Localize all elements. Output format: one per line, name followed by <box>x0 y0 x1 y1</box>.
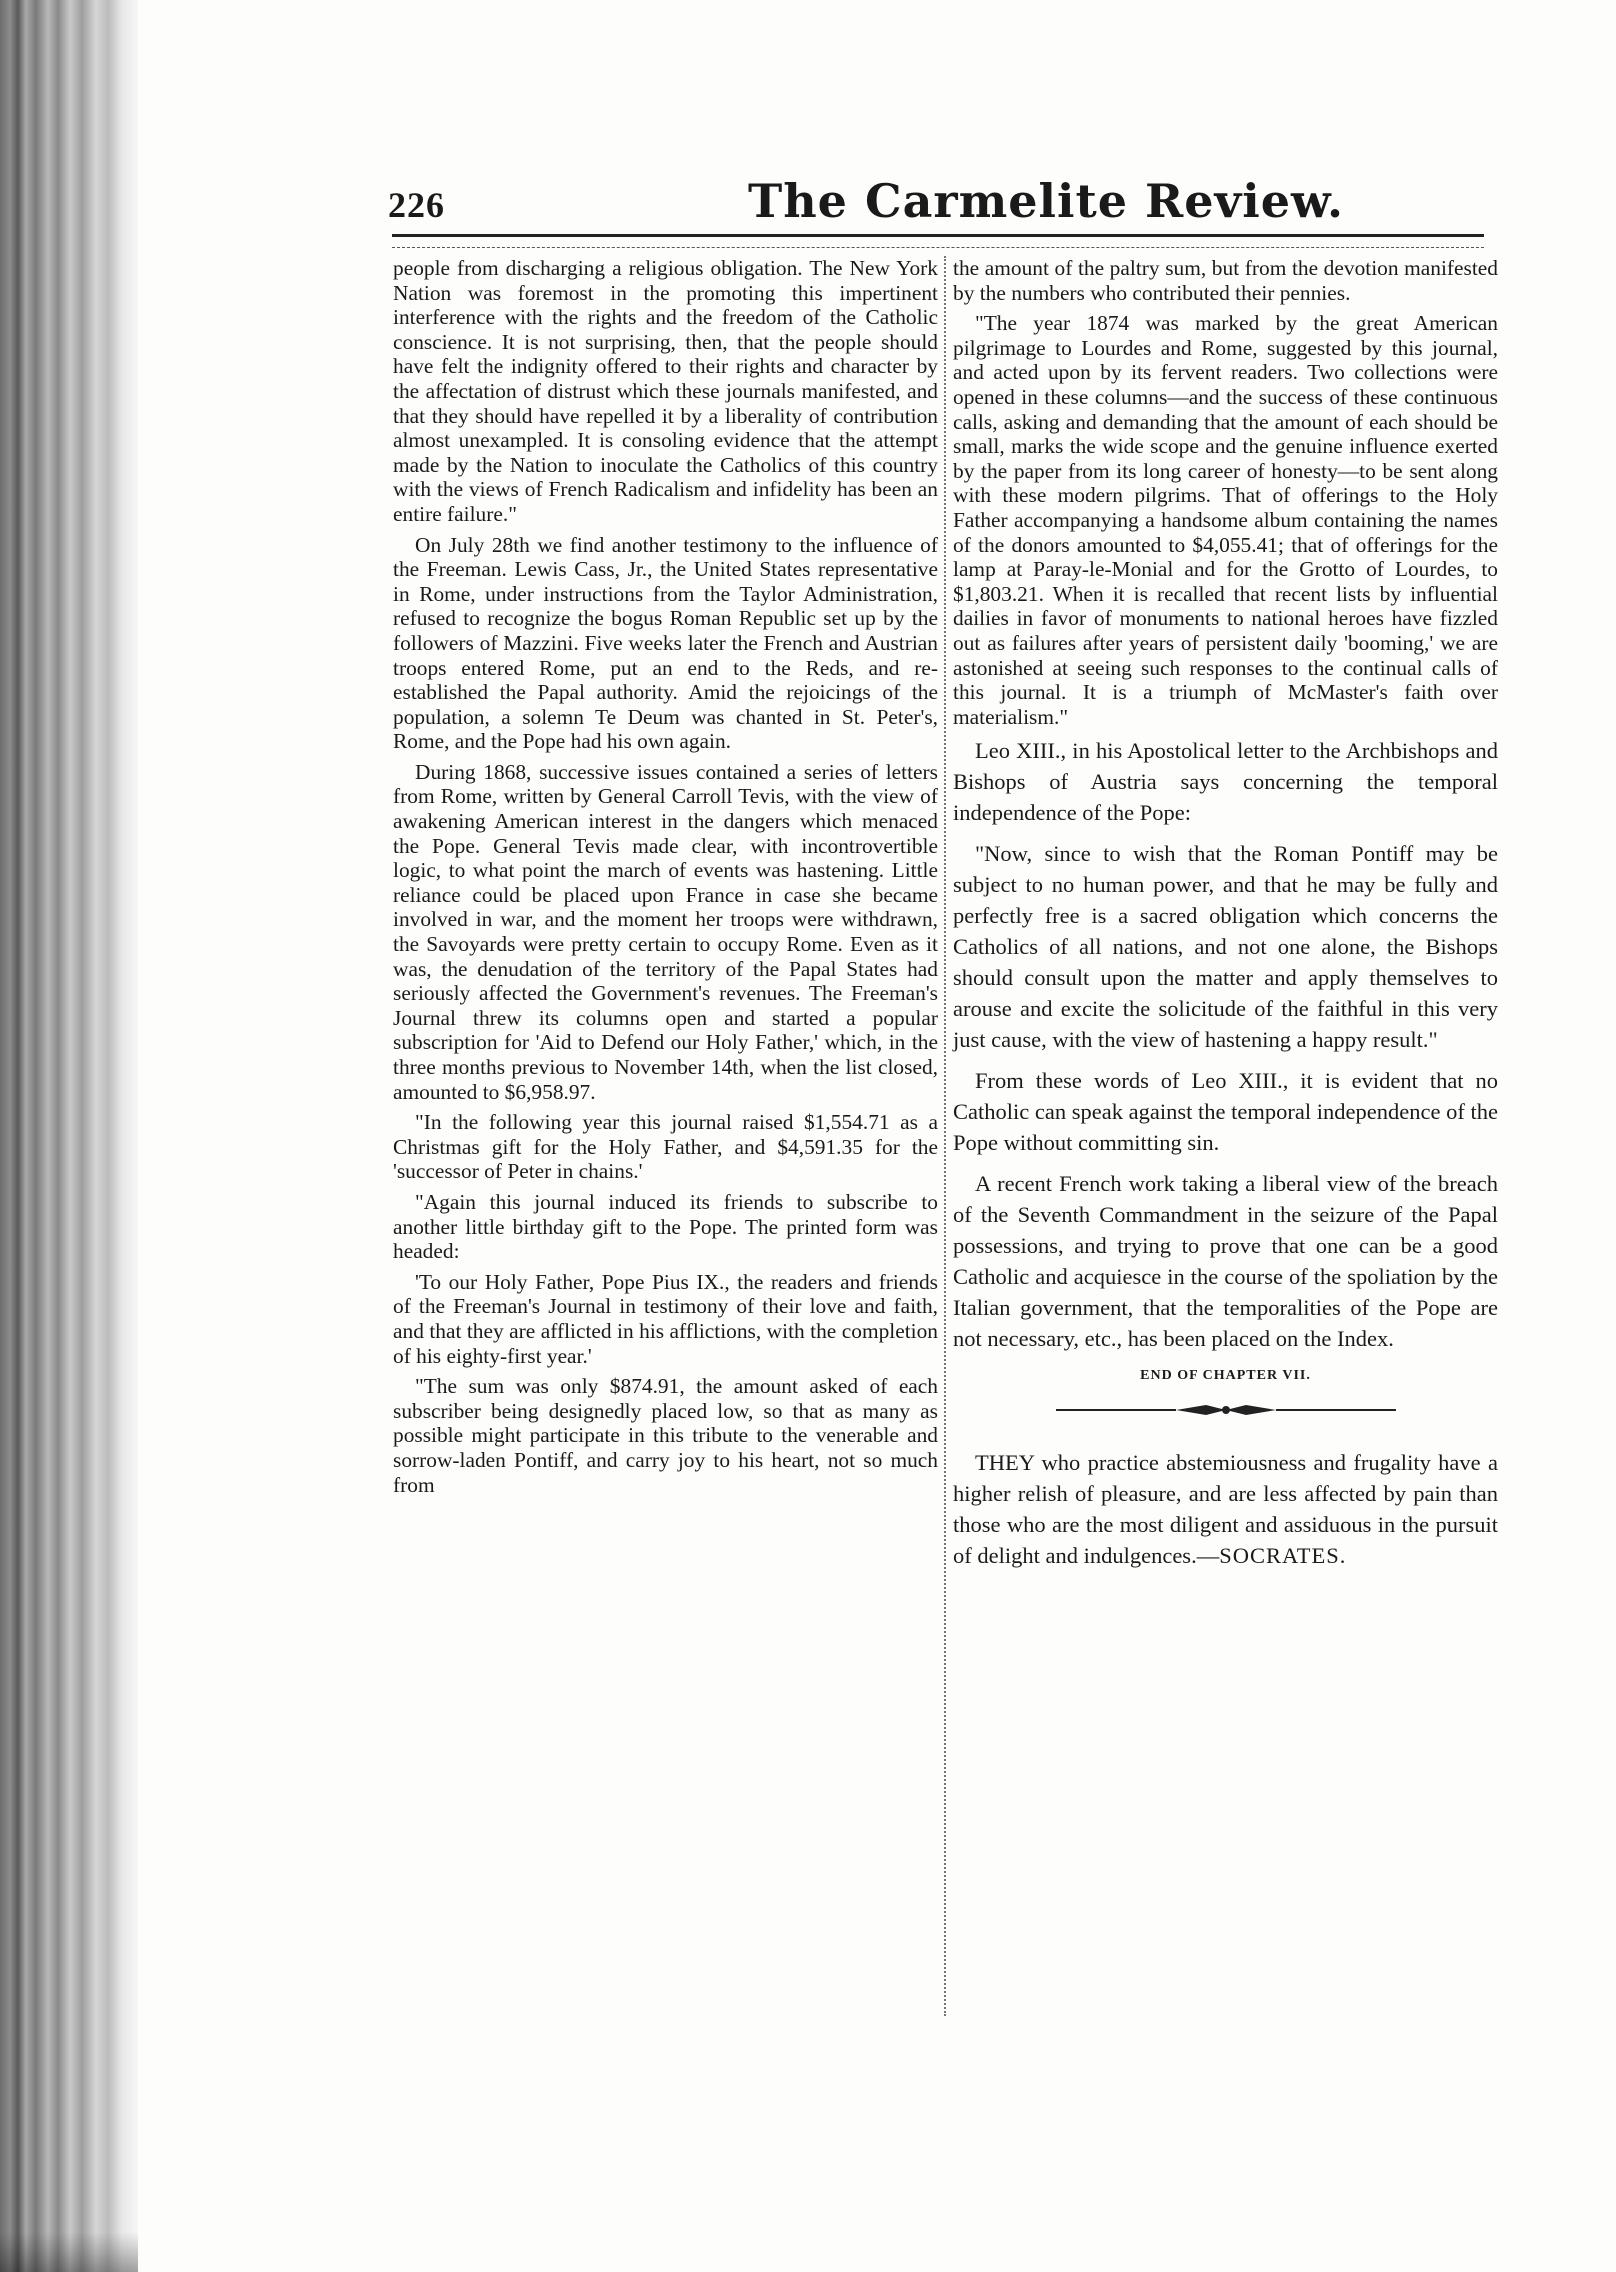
right-paragraph-2: "The year 1874 was marked by the great American pilgrimage to Lourdes and Rome, suggested by this journal, and acted upon by its fervent readers. Two collections were opened in these columns—and the success of these continuous calls, asking and demanding that the amount of each should be small, marks the wide scope and the genuine influence exerted by the paper from its long career of honesty—to be sent along with these modern pilgrims. That of offerings to the Holy Father accompanying a handsome album containing the names of the donors amounted to $4,055.41; that of offerings for the lamp at Paray-le-Monial and for the Grotto of Lourdes, to $1,803.21. When it is recalled that recent lists by influential dailies in favor of monuments to national heroes have fizzled out as failures after years of persistent daily 'booming,' we are astonished at seeing such responses to the continual calls of this journal. It is a triumph of McMaster's faith over materialism." <box>953 311 1498 729</box>
left-paragraph-3: During 1868, successive issues contained a series of letters from Rome, written by General Carroll Tevis, with the view of awakening American interest in the dangers which menaced the Pope. General Tevis made clear, with incontrovertible logic, to what point the march of events was hastening. Little reliance could be placed upon France in case she became involved in war, and the moment her troops were withdrawn, the Savoyards were pretty certain to occupy Rome. Even as it was, the denudation of the territory of the Papal States had seriously affected the Government's revenues. The Freeman's Journal threw its columns open and started a popular subscription for 'Aid to Defend our Holy Father,' which, in the three months previous to November 14th, when the list closed, amounted to $6,958.97. <box>393 759 938 1104</box>
closing-quote-text: THEY who practice abstemiousness and frugality have a higher relish of pleasure, and are less affected by pain than those who are the most diligent and assiduous in the pursuit of delight and indulgences.— <box>953 1449 1498 1568</box>
left-paragraph-2: On July 28th we find another testimony to the influence of the Freeman. Lewis Cass, Jr., the United States representative in Rome, under instructions from the Taylor Administration, refused to recognize the bogus Roman Republic set up by the followers of Mazzini. Five weeks later the French and Austrian troops entered Rome, put an end to the Reds, and re-established the Papal authority. Amid the rejoicings of the population, a solemn Te Deum was chanted in St. Peter's, Rome, and the Pope had his own again. <box>393 532 938 754</box>
right-column <box>953 256 1498 1581</box>
page-header <box>388 170 1483 230</box>
header-rule <box>392 234 1484 248</box>
ornament-divider-icon <box>1056 1399 1396 1421</box>
chapter-end-note: END OF CHAPTER VII. <box>1140 1368 1311 1384</box>
closing-quote <box>953 1447 1498 1571</box>
right-paragraph-1: the amount of the paltry sum, but from the devotion manifested by the numbers who contributed their pennies. <box>953 256 1498 305</box>
right-large-text <box>953 735 1498 1354</box>
left-paragraph-5: "Again this journal induced its friends to subscribe to another little birthday gift to the Pope. The printed form was headed: <box>393 1189 938 1264</box>
quote-author: SOCRATES. <box>1219 1542 1347 1568</box>
closing-quote-block <box>953 1447 1498 1571</box>
page-number: 226 <box>388 185 445 225</box>
right-paragraph-3: Leo XIII., in his Apostolical letter to the Archbishops and Bishops of Austria says concerning the temporal independence of the Pope: <box>953 738 1498 826</box>
left-column <box>393 256 938 1503</box>
right-paragraph-4: "Now, since to wish that the Roman Pontiff may be subject to no human power, and that he may be fully and perfectly free is a sacred obligation which concerns the Catholics of all nations, and not one alone, the Bishops should consult upon the matter and apply themselves to arouse and excite the solicitude of the faithful in this very just cause, with the view of hastening a happy result." <box>953 841 1498 1053</box>
left-paragraph-1: people from discharging a religious obligation. The New York Nation was foremost in the promoting this impertinent interference with the rights and the freedom of the Catholic conscience. It is not surprising, then, that the people should have felt the indignity offered to their rights and character by the affectation of distrust which these journals manifested, and that they should have repelled it by a liberality of contribution almost unexampled. It is consoling evidence that the attempt made by the Nation to inoculate the Catholics of this country with the views of French Radicalism and infidelity has been an entire failure." <box>393 256 938 526</box>
left-paragraph-4: "In the following year this journal raised $1,554.71 as a Christmas gift for the Holy Father, and $4,591.35 for the 'successor of Peter in chains.' <box>393 1110 938 1184</box>
left-paragraph-6: 'To our Holy Father, Pope Pius IX., the readers and friends of the Freeman's Journal in testimony of their love and faith, and that they are afflicted in his afflictions, with the completion of his eighty-first year.' <box>393 1269 938 1368</box>
column-divider <box>944 256 946 2016</box>
running-title: The Carmelite Review. <box>748 174 1344 228</box>
left-paragraph-7: "The sum was only $874.91, the amount asked of each subscriber being designedly placed low, so that as many as possible might participate in this tribute to the venerable and sorrow-laden Pontiff, and carry joy to his heart, not so much from <box>393 1374 938 1497</box>
right-paragraph-6: A recent French work taking a liberal view of the breach of the Seventh Commandment in the seizure of the Papal possessions, and trying to prove that one can be a good Catholic and acquiesce in the course of the spoliation by the Italian government, that the temporalities of the Pope are not necessary, etc., has been placed on the Index. <box>953 1171 1498 1352</box>
book-binding-edge <box>0 0 138 2272</box>
right-paragraph-5: From these words of Leo XIII., it is evident that no Catholic can speak against the temporal independence of the Pope without committing sin. <box>953 1068 1498 1156</box>
